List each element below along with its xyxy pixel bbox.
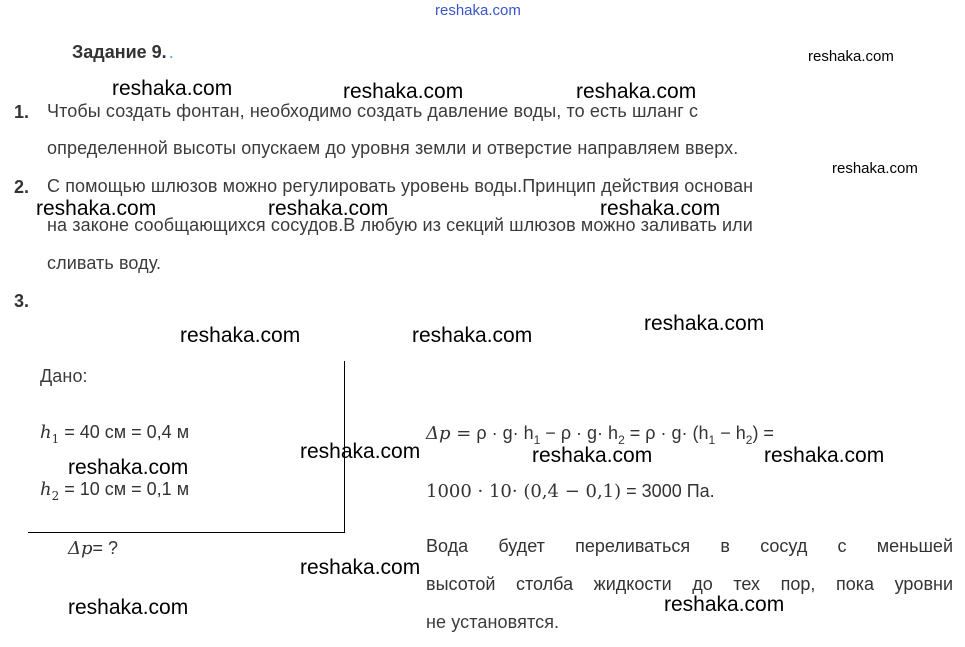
task-title bbox=[72, 42, 174, 63]
solution-text-line-1: Вода будет переливаться в сосуд с меньшей bbox=[426, 536, 953, 556]
given-h1-sub: 1 bbox=[51, 432, 60, 446]
given-find bbox=[68, 538, 118, 559]
task-title-dot: . bbox=[168, 42, 174, 62]
watermark: reshaka.com bbox=[343, 80, 464, 103]
watermark: reshaka.com bbox=[764, 444, 885, 467]
watermark: reshaka.com bbox=[600, 197, 721, 220]
given-find-text: = ? bbox=[92, 538, 119, 558]
solution-t1: ρ · g· h bbox=[476, 423, 534, 443]
watermark: reshaka.com bbox=[68, 596, 189, 619]
given-h1-value: = 40 см = 0,4 м bbox=[64, 422, 190, 442]
item-1-line-1: Чтобы создать фонтан, необходимо создать давление воды, то есть шланг с bbox=[47, 101, 699, 121]
solution-t2: ρ · g· h bbox=[560, 423, 619, 443]
solution-formula-1 bbox=[426, 423, 774, 447]
watermark: reshaka.com bbox=[300, 556, 421, 579]
solution-lhs: Δp = bbox=[426, 423, 472, 444]
solution-text-line-2: высотой столба жидкости до тех пор, пока уровни bbox=[426, 574, 953, 594]
given-h2-symbol: h bbox=[40, 479, 52, 500]
given-divider-horizontal bbox=[28, 532, 345, 533]
solution-minus: − bbox=[540, 423, 561, 443]
given-label: Дано: bbox=[40, 366, 88, 386]
given-h2-sub: 2 bbox=[51, 489, 60, 503]
item-2-line-3: сливать воду. bbox=[47, 253, 162, 273]
solution-t2-sub: 2 bbox=[618, 433, 625, 447]
solution-mid: − h bbox=[715, 423, 746, 443]
solution-p1-sub: 1 bbox=[708, 433, 716, 447]
watermark: reshaka.com bbox=[576, 80, 697, 103]
item-2-number: 2. bbox=[14, 177, 30, 197]
item-1-number: 1. bbox=[14, 102, 30, 122]
solution-text-line-3: не установятся. bbox=[426, 612, 560, 632]
watermark: reshaka.com bbox=[268, 197, 389, 220]
given-h2-value: = 10 см = 0,1 м bbox=[64, 479, 190, 499]
watermark: reshaka.com bbox=[68, 456, 189, 479]
solution-t1-sub: 1 bbox=[533, 433, 541, 447]
item-1-line-2: определенной высоты опускаем до уровня земли и отверстие направляем вверх. bbox=[47, 138, 739, 158]
given-h2 bbox=[40, 479, 190, 503]
solution-eq: = ρ · g· (h bbox=[624, 423, 709, 443]
site-name[interactable]: reshaka.com bbox=[435, 2, 521, 19]
given-h1 bbox=[40, 422, 190, 446]
solution-result: = 3000 Па. bbox=[621, 481, 715, 501]
watermark: reshaka.com bbox=[532, 444, 653, 467]
watermark: reshaka.com bbox=[180, 324, 301, 347]
watermark: reshaka.com bbox=[300, 440, 421, 463]
solution-formula-2 bbox=[426, 481, 715, 502]
task-title-text: Задание 9. bbox=[72, 42, 167, 62]
watermark: reshaka.com bbox=[832, 160, 918, 177]
solution-p2-sub: 2 bbox=[745, 433, 753, 447]
given-h1-symbol: h bbox=[40, 422, 52, 443]
watermark: reshaka.com bbox=[36, 197, 157, 220]
watermark: reshaka.com bbox=[412, 324, 533, 347]
given-find-symbol: Δp bbox=[68, 538, 93, 559]
watermark: reshaka.com bbox=[808, 48, 894, 65]
item-2-line-1: С помощью шлюзов можно регулировать уровень воды.Принцип действия основан bbox=[47, 176, 754, 196]
watermark: reshaka.com bbox=[644, 312, 765, 335]
solution-end: ) = bbox=[752, 423, 774, 443]
watermark: reshaka.com bbox=[112, 77, 233, 100]
watermark: reshaka.com bbox=[664, 593, 785, 616]
item-2-line-2: на законе сообщающихся сосудов.В любую из секций шлюзов можно заливать или bbox=[47, 215, 753, 235]
solution-calc: 1000 · 10· (0,4 − 0,1) bbox=[426, 481, 622, 502]
item-3-number: 3. bbox=[14, 291, 30, 311]
